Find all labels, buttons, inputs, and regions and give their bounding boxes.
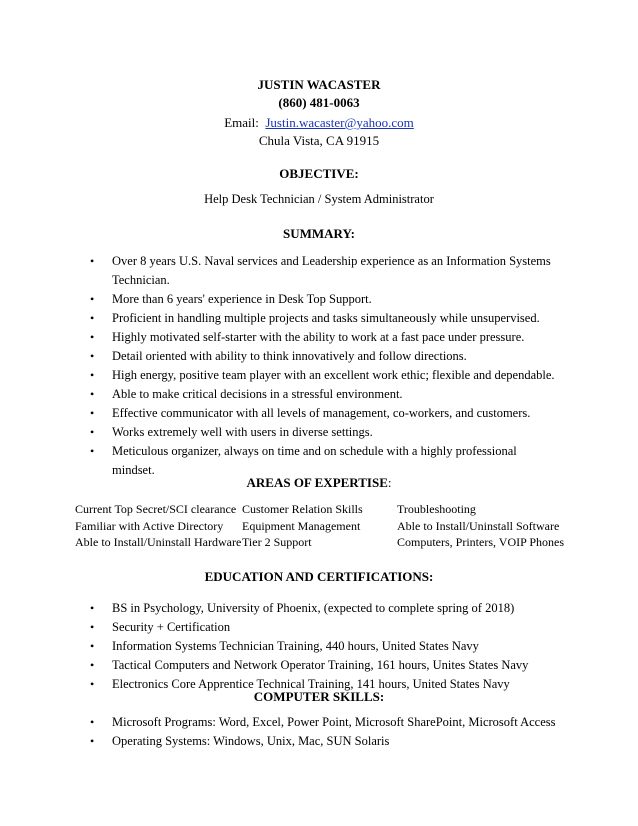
objective-text: Help Desk Technician / System Administrator — [204, 192, 434, 206]
table-cell: Able to Install/Uninstall Software — [397, 518, 560, 533]
list-item: • Information Systems Technician Training, 440 hours, United States Navy — [0, 637, 560, 656]
list-item: • More than 6 years' experience in Desk Top Support. — [0, 290, 560, 309]
list-item: • Over 8 years U.S. Naval services and Leadership experience as an Information Systems Technician. — [90, 254, 551, 287]
table-cell: Able to Install/Uninstall Hardware — [75, 535, 242, 549]
bullet-icon: • — [90, 387, 95, 401]
computer-skills-heading: COMPUTER SKILLS: — [253, 689, 385, 704]
bullet-icon: • — [90, 444, 95, 458]
list-item: • Works extremely well with users in diverse settings. — [0, 423, 560, 442]
bullet-icon: • — [90, 406, 95, 420]
bullet-icon: • — [90, 620, 95, 634]
email-link[interactable]: Justin.wacaster@yahoo.com — [265, 115, 414, 130]
bullet-icon: • — [90, 601, 95, 615]
bullet-icon: • — [90, 734, 95, 748]
bullet-icon: • — [90, 658, 95, 672]
table-cell: Customer Relation Skills — [242, 502, 363, 516]
list-item: • Proficient in handling multiple projects and tasks simultaneously while unsupervised. — [0, 309, 560, 328]
table-cell: Tier 2 Support — [242, 535, 312, 549]
list-item: • Effective communicator with all levels of management, co-workers, and customers. — [0, 404, 560, 423]
list-item: • BS in Psychology, University of Phoenix, (expected to complete spring of 2018) — [0, 599, 560, 618]
location: Chula Vista, CA 91915 — [258, 133, 380, 148]
bullet-icon: • — [90, 715, 95, 729]
summary-heading: SUMMARY: — [282, 226, 355, 241]
list-item: • Microsoft Programs: Word, Excel, Power Point, Microsoft SharePoint, Microsoft Access — [0, 713, 560, 732]
summary-list — [0, 252, 560, 480]
table-row — [75, 535, 564, 552]
computer-skills-list — [0, 713, 560, 751]
bullet-icon: • — [90, 330, 95, 344]
bullet-icon: • — [90, 677, 95, 691]
bullet-icon: • — [90, 292, 95, 306]
list-item: • Detail oriented with ability to think innovatively and follow directions. — [0, 347, 560, 366]
table-cell: Current Top Secret/SCI clearance — [75, 502, 237, 516]
list-item: • Able to make critical decisions in a stressful environment. — [0, 385, 560, 404]
list-item: • Electronics Core Apprentice Technical Training, 141 hours, United States Navy — [0, 675, 560, 694]
education-heading: EDUCATION AND CERTIFICATIONS: — [204, 569, 434, 584]
list-item: • Meticulous organizer, always on time and on schedule with a highly professional mindset. — [90, 444, 517, 477]
bullet-icon: • — [90, 425, 95, 439]
table-cell: Equipment Management — [242, 518, 361, 533]
candidate-name: JUSTIN WACASTER — [257, 77, 381, 92]
bullet-icon: • — [90, 254, 95, 268]
areas-heading: AREAS OF EXPERTISE: — [246, 475, 392, 490]
list-item: • Tactical Computers and Network Operator Training, 161 hours, Unites States Navy — [0, 656, 560, 675]
phone-number: (860) 481-0063 — [278, 95, 360, 110]
table-cell: Troubleshooting — [397, 502, 476, 516]
list-item: • High energy, positive team player with an excellent work ethic; flexible and dependable. — [0, 366, 560, 385]
bullet-icon: • — [90, 368, 95, 382]
expertise-table — [75, 502, 564, 552]
bullet-icon: • — [90, 639, 95, 653]
list-item: • Highly motivated self-starter with the ability to work at a fast pace under pressure. — [0, 328, 560, 347]
bullet-icon: • — [90, 349, 95, 363]
table-row — [75, 519, 564, 536]
table-cell: Familiar with Active Directory — [75, 518, 224, 533]
table-cell: Computers, Printers, VOIP Phones — [397, 535, 565, 549]
table-row — [75, 502, 564, 519]
education-list — [0, 599, 560, 694]
list-item: • Security + Certification — [0, 618, 560, 637]
objective-heading: OBJECTIVE: — [279, 166, 359, 181]
list-item: • Operating Systems: Windows, Unix, Mac, SUN Solaris — [0, 732, 560, 751]
email-label: Email: — [224, 115, 259, 130]
bullet-icon: • — [90, 311, 95, 325]
email-line — [0, 115, 638, 131]
